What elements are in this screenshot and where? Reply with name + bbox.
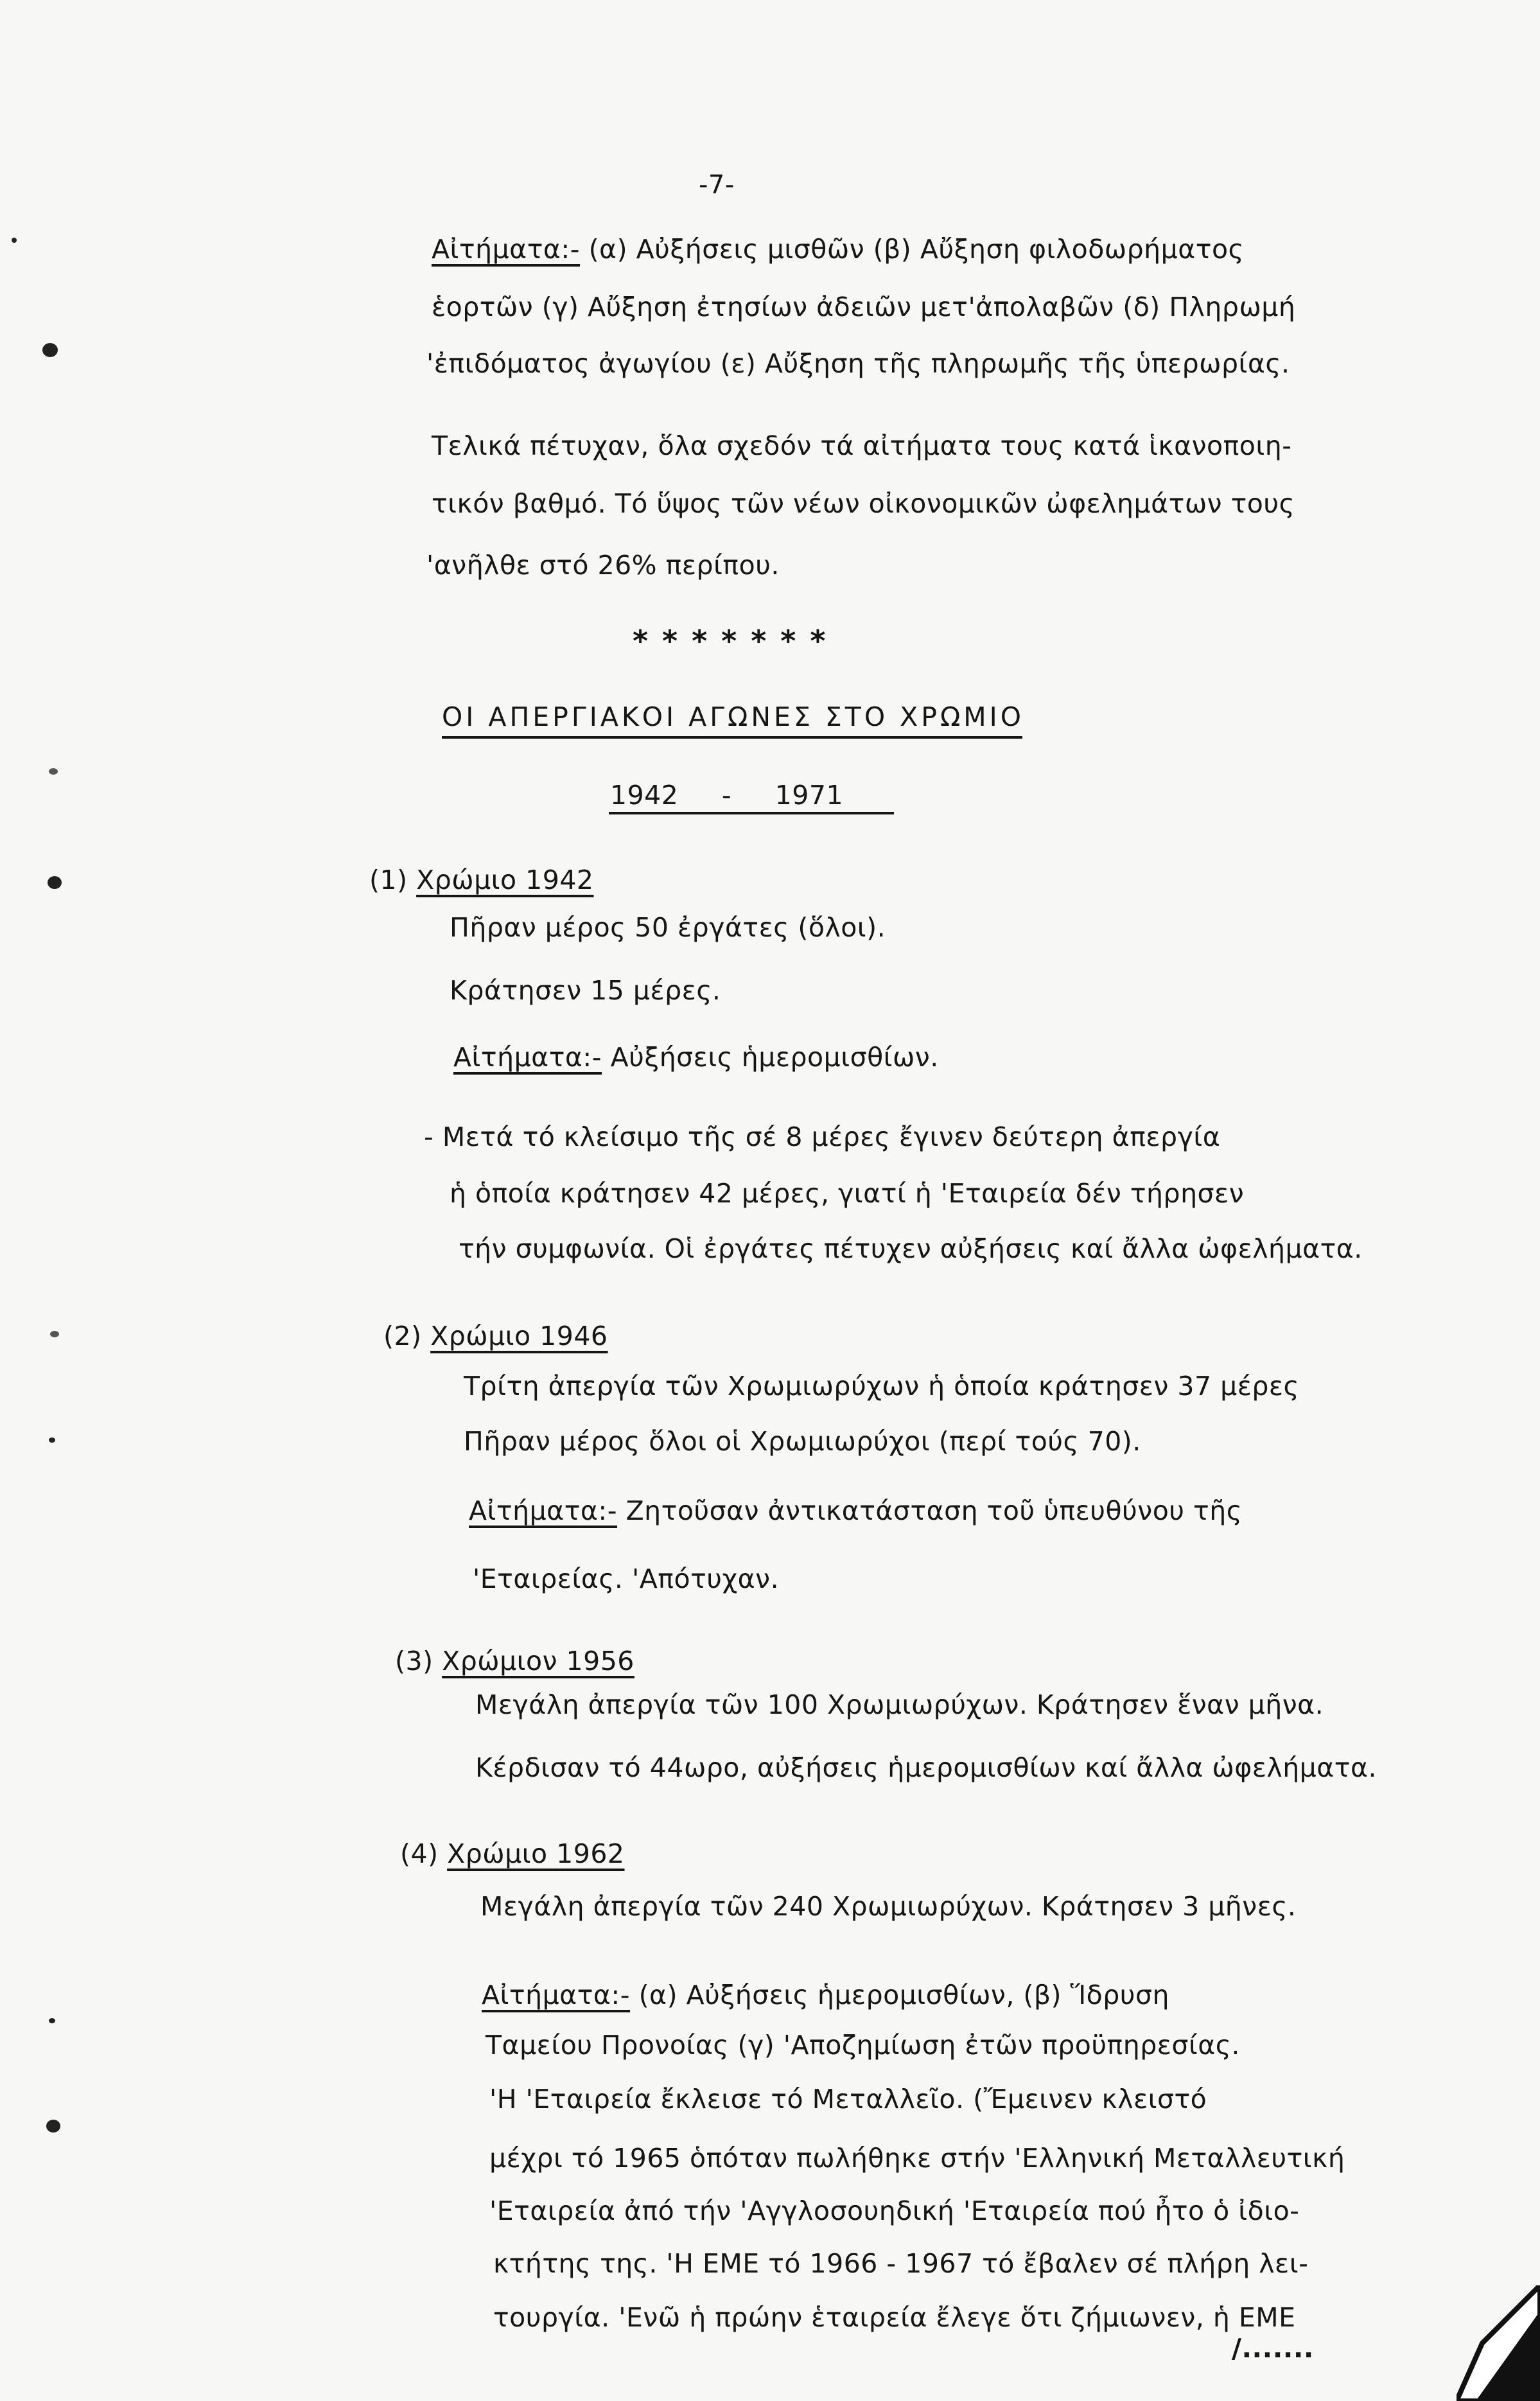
entry-4-line-6: κτήτης της. 'Η ΕΜΕ τό 1966 - 1967 τό ἔβαλεν σέ πλήρη λει-: [493, 2248, 1309, 2279]
intro-demands-line-3: 'ἐπιδόματος ἀγωγίου (ε) Αὔξηση τῆς πληρωμῆς τῆς ὑπερωρίας.: [426, 348, 1290, 379]
intro-demands-line-1: [432, 233, 1244, 266]
page-number: -7-: [699, 170, 735, 200]
section-title-underline: [442, 736, 1022, 739]
demands-text: (α) Αὐξήσεις ἡμερομισθίων, (β) Ἵδρυση: [630, 1980, 1169, 2010]
punch-mark-1: [42, 343, 58, 357]
entry-number: (2): [383, 1321, 422, 1351]
entry-number: (1): [369, 865, 408, 895]
intro-result-line-2: τικόν βαθμό. Τό ὕψος τῶν νέων οἰκονομικῶν ὠφελημάτων τους: [432, 488, 1295, 519]
entry-4-line-7: τουργία. 'Ενῶ ἡ πρώην ἑταιρεία ἔλεγε ὅτι ζήμιωνεν, ἡ ΕΜΕ: [493, 2302, 1296, 2333]
entry-4-line-4: μέχρι τό 1965 ὁπόταν πωλήθηκε στήν 'Ελληνική Μεταλλευτική: [489, 2143, 1345, 2174]
entry-1-note-3: τήν συμφωνία. Οἱ ἐργάτες πέτυχεν αὐξήσεις καί ἄλλα ὠφελήματα.: [459, 1233, 1363, 1264]
entry-1-demands: [453, 1041, 939, 1074]
entry-2-demands-line-2: 'Εταιρείας. 'Απότυχαν.: [473, 1563, 780, 1594]
entry-3-line-2: Κέρδισαν τό 44ωρο, αὐξήσεις ἡμερομισθίων καί ἄλλα ὠφελήματα.: [475, 1752, 1378, 1783]
demands-label: Αἰτήματα:-: [432, 234, 581, 265]
scan-dot-2: [50, 1331, 59, 1337]
entry-title: Χρώμιο 1962: [447, 1838, 625, 1869]
entry-2-line-2: Πῆραν μέρος ὅλοι οἱ Χρωμιωρύχοι (περί τούς 70).: [464, 1426, 1141, 1457]
entry-4-heading: [400, 1837, 625, 1870]
punch-mark-2: [48, 876, 62, 889]
section-years-underline: [609, 812, 894, 814]
entry-title: Χρώμιον 1956: [442, 1646, 634, 1676]
demands-text: Ζητοῦσαν ἀντικατάσταση τοῦ ὑπευθύνου τῆς: [617, 1495, 1243, 1526]
entry-1-line-1: Πῆραν μέρος 50 ἐργάτες (ὅλοι).: [450, 912, 886, 943]
entry-number: (4): [400, 1838, 439, 1869]
continuation-marker: /.......: [1232, 2333, 1315, 2364]
punch-mark-3: [46, 2120, 60, 2133]
demands-label: Αἰτήματα:-: [482, 1980, 631, 2010]
entry-3-line-1: Μεγάλη ἀπεργία τῶν 100 Χρωμιωρύχων. Κράτησεν ἕναν μῆνα.: [475, 1689, 1324, 1720]
scan-dot-3: [49, 1438, 55, 1443]
entry-1-heading: [369, 863, 594, 897]
intro-result-line-1: Τελικά πέτυχαν, ὅλα σχεδόν τά αἰτήματα τους κατά ἱκανοποιη-: [432, 430, 1292, 461]
entry-4-demands: [482, 1978, 1169, 2012]
entry-2-heading: [383, 1319, 608, 1353]
entry-title: Χρώμιο 1946: [430, 1321, 608, 1351]
entry-4-line-3: 'Η 'Εταιρεία ἔκλεισε τό Μεταλλεῖο. (Ἔμεινεν κλειστό: [489, 2084, 1207, 2115]
intro-result-line-3: 'ανῆλθε στό 26% περίπου.: [426, 550, 780, 581]
entry-4-demands-line-2: Ταμείου Προνοίας (γ) 'Αποζημίωση ἐτῶν προϋπηρεσίας.: [486, 2030, 1240, 2061]
folded-corner-icon: [1457, 2285, 1540, 2401]
intro-demands-line-2: ἑορτῶν (γ) Αὔξηση ἐτησίων ἀδειῶν μετ'ἀπολαβῶν (δ) Πληρωμή: [432, 292, 1296, 322]
entry-2-line-1: Τρίτη ἀπεργία τῶν Χρωμιωρύχων ἡ ὁποία κράτησεν 37 μέρες: [464, 1371, 1300, 1402]
entry-4-line-1: Μεγάλη ἀπεργία τῶν 240 Χρωμιωρύχων. Κράτησεν 3 μῆνες.: [480, 1891, 1297, 1922]
entry-4-line-5: 'Εταιρεία ἀπό τήν 'Αγγλοσουηδική 'Εταιρεία πού ἦτο ὁ ἰδιο-: [489, 2195, 1300, 2226]
demands-text: (α) Αὐξήσεις μισθῶν (β) Αὔξηση φιλοδωρήματος: [580, 234, 1245, 265]
scan-dot-1: [49, 768, 58, 775]
demands-text: Αὐξήσεις ἡμερομισθίων.: [602, 1042, 939, 1073]
entry-title: Χρώμιο 1942: [416, 865, 594, 895]
section-years: 1942 - 1971: [610, 780, 844, 811]
entry-number: (3): [395, 1646, 433, 1676]
entry-1-line-2: Κράτησεν 15 μέρες.: [450, 975, 721, 1006]
entry-1-note-1: - Μετά τό κλείσιμο τῆς σέ 8 μέρες ἔγινεν δεύτερη ἀπεργία: [424, 1121, 1221, 1152]
entry-2-demands: [469, 1494, 1242, 1527]
entry-3-heading: [395, 1644, 634, 1678]
stars-separator: *******: [633, 624, 840, 658]
entry-1-note-2: ἡ ὁποία κράτησεν 42 μέρες, γιατί ἡ 'Εταιρεία δέν τήρησεν: [450, 1178, 1245, 1209]
demands-label: Αἰτήματα:-: [453, 1042, 602, 1073]
section-title: ΟΙ ΑΠΕΡΓΙΑΚΟΙ ΑΓΩΝΕΣ ΣΤΟ ΧΡΩΜΙΟ: [442, 701, 1025, 732]
scan-dot-4: [49, 2018, 55, 2023]
scan-dot-5: [12, 238, 17, 243]
demands-label: Αἰτήματα:-: [469, 1495, 618, 1526]
